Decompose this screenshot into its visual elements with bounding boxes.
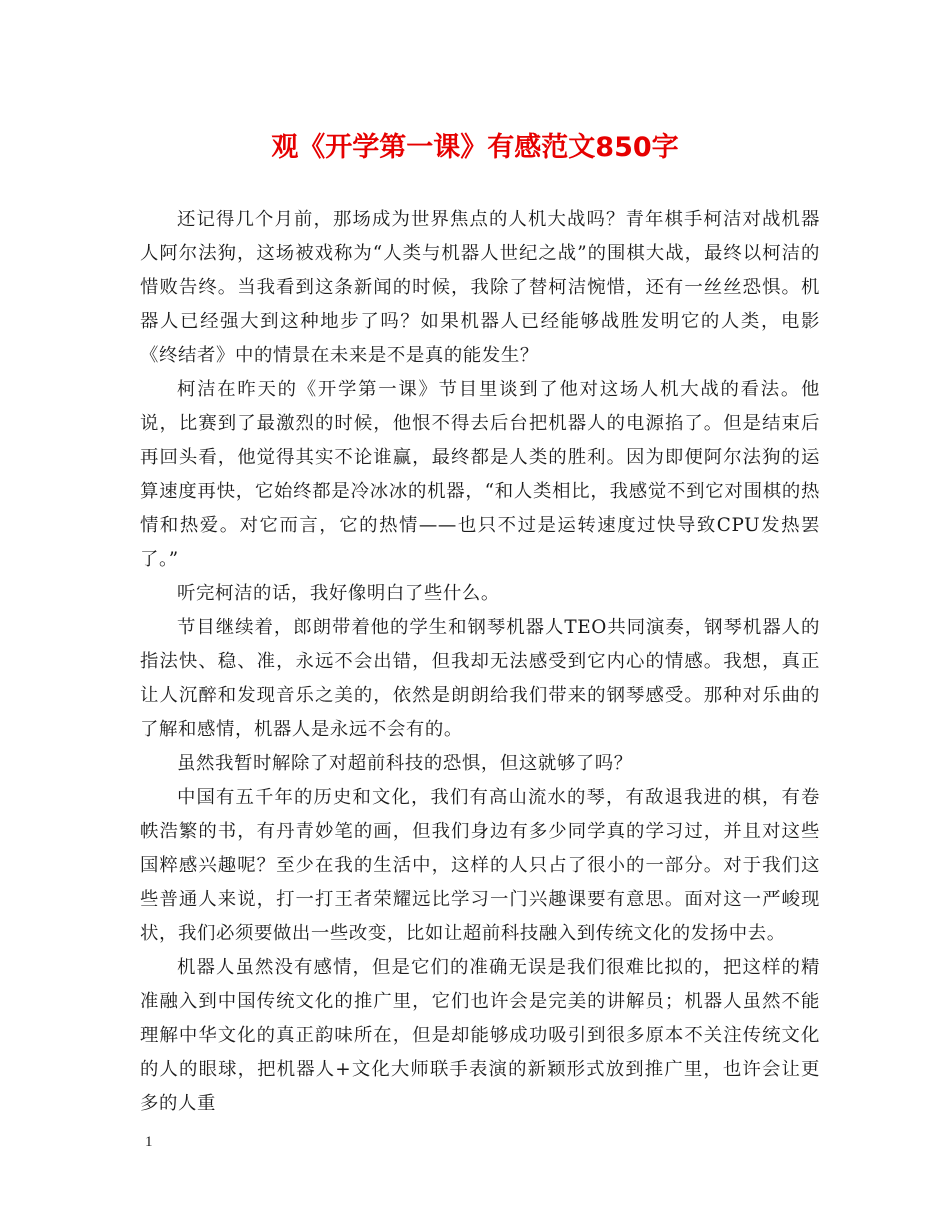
page-number: 1 <box>145 1134 153 1150</box>
paragraph: 柯洁在昨天的《开学第一课》节目里谈到了他对这场人机大战的看法。他说，比赛到了最激烈的时候，他恨不得去后台把机器人的电源掐了。但是结束后再回头看，他觉得其实不论谁赢，最终都是人类的胜利。因为即便阿尔法狗的运算速度再快，它始终都是冷冰冰的机器，“和人类相比，我感觉不到它对围棋的热情和热爱。对它而言，它的热情——也只不过是运转速度过快导致CPU发热罢了。” <box>140 379 820 570</box>
document-body <box>140 203 820 1121</box>
paragraph: 中国有五千年的历史和文化，我们有高山流水的琴，有敌退我进的棋，有卷帙浩繁的书，有丹青妙笔的画，但我们身边有多少同学真的学习过，并且对这些国粹感兴趣呢？至少在我的生活中，这样的人只占了很小的一部分。对于我们这些普通人来说，打一打王者荣耀远比学习一门兴趣课要有意思。面对这一严峻现状，我们必须要做出一些改变，比如让超前科技融入到传统文化的发扬中去。 <box>140 787 820 944</box>
paragraph: 节目继续着，郎朗带着他的学生和钢琴机器人TEO共同演奏，钢琴机器人的指法快、稳、准，永远不会出错，但我却无法感受到它内心的情感。我想，真正让人沉醉和发现音乐之美的，依然是朗朗给我们带来的钢琴感受。那种对乐曲的了解和感情，机器人是永远不会有的。 <box>140 617 820 740</box>
paragraph: 还记得几个月前，那场成为世界焦点的人机大战吗？青年棋手柯洁对战机器人阿尔法狗，这场被戏称为“人类与机器人世纪之战”的围棋大战，最终以柯洁的惜败告终。当我看到这条新闻的时候，我除了替柯洁惋惜，还有一丝丝恐惧。机器人已经强大到这种地步了吗？如果机器人已经能够战胜发明它的人类，电影《终结者》中的情景在未来是不是真的能发生？ <box>140 209 820 366</box>
paragraph: 听完柯洁的话，我好像明白了些什么。 <box>177 583 500 604</box>
paragraph: 机器人虽然没有感情，但是它们的准确无误是我们很难比拟的，把这样的精准融入到中国传统文化的推广里，它们也许会是完美的讲解员；机器人虽然不能理解中华文化的真正韵味所在，但是却能够成功吸引到很多原本不关注传统文化的人的眼球，把机器人+文化大师联手表演的新颖形式放到推广里，也许会让更多的人重 <box>140 957 820 1114</box>
document-title: 观《开学第一课》有感范文850字 <box>271 132 679 163</box>
paragraph: 虽然我暂时解除了对超前科技的恐惧，但这就够了吗？ <box>177 753 633 774</box>
